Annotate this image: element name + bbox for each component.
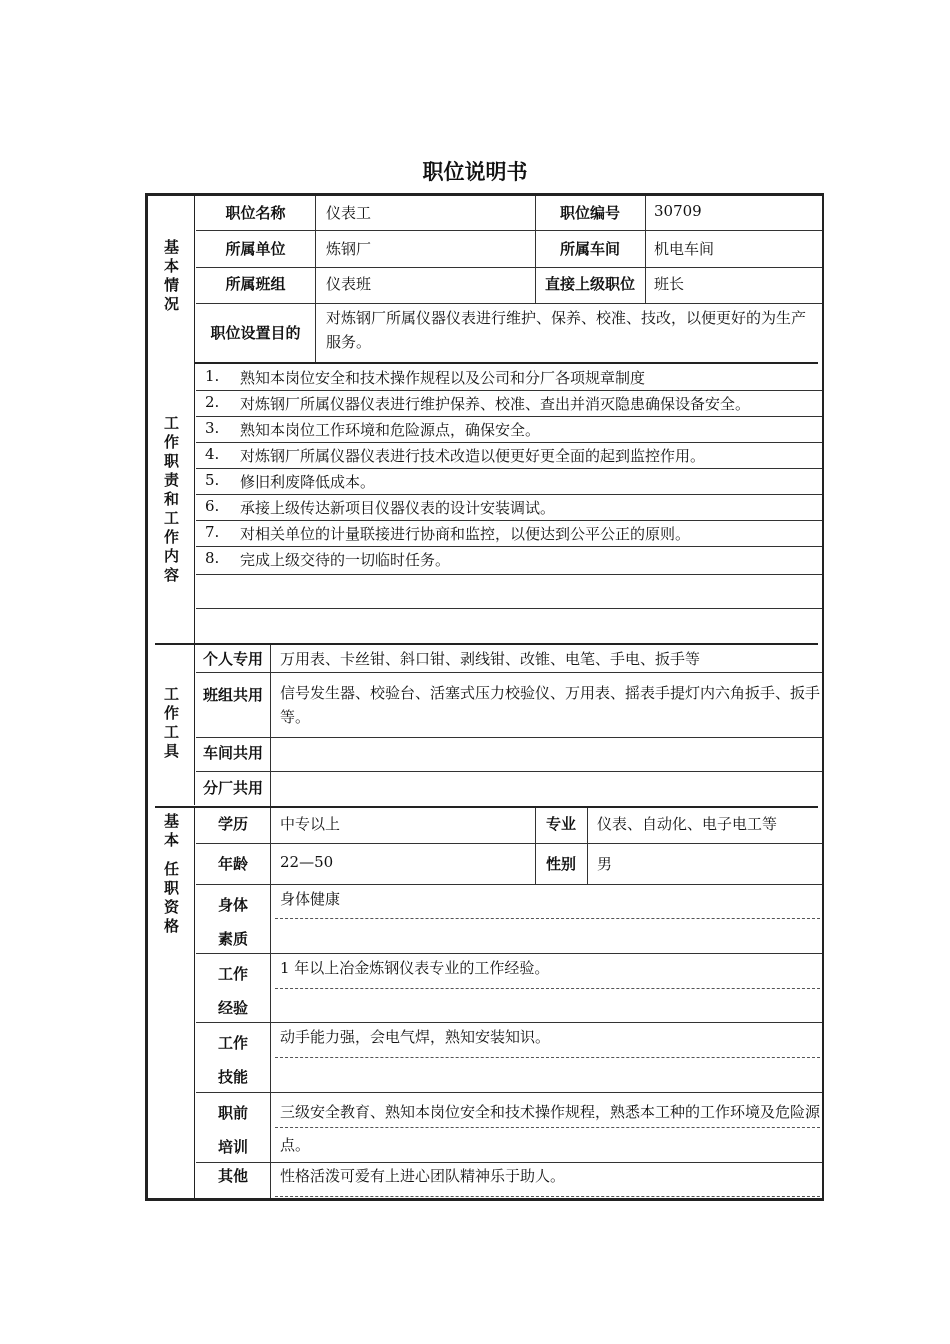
unit-value: 炼钢厂: [326, 240, 372, 258]
major-label: 专业: [545, 815, 576, 833]
list-item: 1. 熟知本岗位安全和技术操作规程以及公司和分厂各项规章制度: [205, 367, 646, 387]
tools-plant-label: 分厂共用: [202, 779, 263, 797]
list-item: 7. 对相关单位的计量联接进行协商和监控，以便达到公平公正的原则。: [205, 523, 691, 543]
purpose-value: 对炼钢厂所属仪器仪表进行维护、保养、校准、技改，以便更好的为生产服务。: [326, 309, 807, 351]
team-value: 仪表班: [326, 275, 372, 293]
section-qualifications-label: [149, 808, 195, 1200]
list-item: 2. 对炼钢厂所属仪器仪表进行维护保养、校准、查出并消灭隐患确保设备安全。: [205, 393, 751, 413]
health-value: 身体健康: [280, 890, 341, 908]
section-qualifications-text: 基 本 任 职 资 格: [163, 812, 179, 935]
skills-value: 动手能力强，会电气焊，熟知安装知识。: [280, 1028, 551, 1046]
team-label: 所属班组: [225, 275, 286, 293]
position-name-label: 职位名称: [225, 204, 286, 222]
tools-workshop-label: 车间共用: [202, 744, 263, 762]
tools-team-value: 信号发生器、校验台、活塞式压力校验仪、万用表、摇表手提灯内六角扳手、扳手等。: [280, 684, 821, 726]
education-label: 学历: [217, 815, 248, 833]
position-code-value: 30709: [654, 202, 702, 220]
experience-label: 工作 经验: [217, 965, 248, 1017]
training-value: 三级安全教育、熟知本岗位安全和技术操作规程，熟悉本工种的工作环境及危险源点。: [280, 1103, 821, 1154]
list-item: 3. 熟知本岗位工作环境和危险源点，确保安全。: [205, 419, 541, 439]
tools-personal-value: 万用表、卡丝钳、斜口钳、剥线钳、改锥、电笔、手电、扳手等: [280, 650, 701, 668]
other-label: 其他: [217, 1167, 248, 1185]
age-label: 年龄: [217, 855, 248, 873]
superior-label: 直接上级职位: [544, 275, 635, 293]
skills-label: 工作 技能: [217, 1034, 248, 1086]
workshop-label: 所属车间: [559, 240, 620, 258]
age-value: 22—50: [280, 853, 334, 871]
section-duties-text: 工 作 职 责 和 工 作 内 容: [163, 414, 179, 584]
list-item: 8. 完成上级交待的一切临时任务。: [205, 549, 451, 569]
superior-value: 班长: [654, 275, 685, 293]
health-label: 身体 素质: [217, 896, 248, 948]
section-tools-text: 工 作 工 具: [163, 685, 179, 760]
list-item: 5. 修旧利废降低成本。: [205, 471, 376, 491]
section-basic-text: 基 本 情 况: [163, 238, 179, 313]
major-value: 仪表、自动化、电子电工等: [597, 815, 778, 833]
purpose-label: 职位设置目的: [210, 324, 301, 342]
section-basic-label: [149, 196, 195, 362]
position-code-label: 职位编号: [559, 204, 620, 222]
tools-personal-label: 个人专用: [202, 650, 263, 668]
gender-label: 性别: [545, 855, 576, 873]
training-label: 职前 培训: [217, 1104, 248, 1156]
list-item: 4. 对炼钢厂所属仪器仪表进行技术改造以便更好更全面的起到监控作用。: [205, 445, 706, 465]
workshop-value: 机电车间: [654, 240, 715, 258]
experience-value: 1 年以上冶金炼钢仪表专业的工作经验。: [280, 959, 550, 977]
education-value: 中专以上: [280, 815, 341, 833]
gender-value: 男: [597, 855, 613, 873]
section-tools-label: [149, 645, 195, 805]
page-title: 职位说明书: [422, 160, 528, 184]
tools-team-label: 班组共用: [202, 686, 263, 704]
list-item: 6. 承接上级传达新项目仪器仪表的设计安装调试。: [205, 497, 556, 517]
position-name-value: 仪表工: [326, 204, 372, 222]
section-duties-label: [149, 364, 195, 643]
other-value: 性格活泼可爱有上进心团队精神乐于助人。: [280, 1167, 566, 1185]
unit-label: 所属单位: [225, 240, 286, 258]
